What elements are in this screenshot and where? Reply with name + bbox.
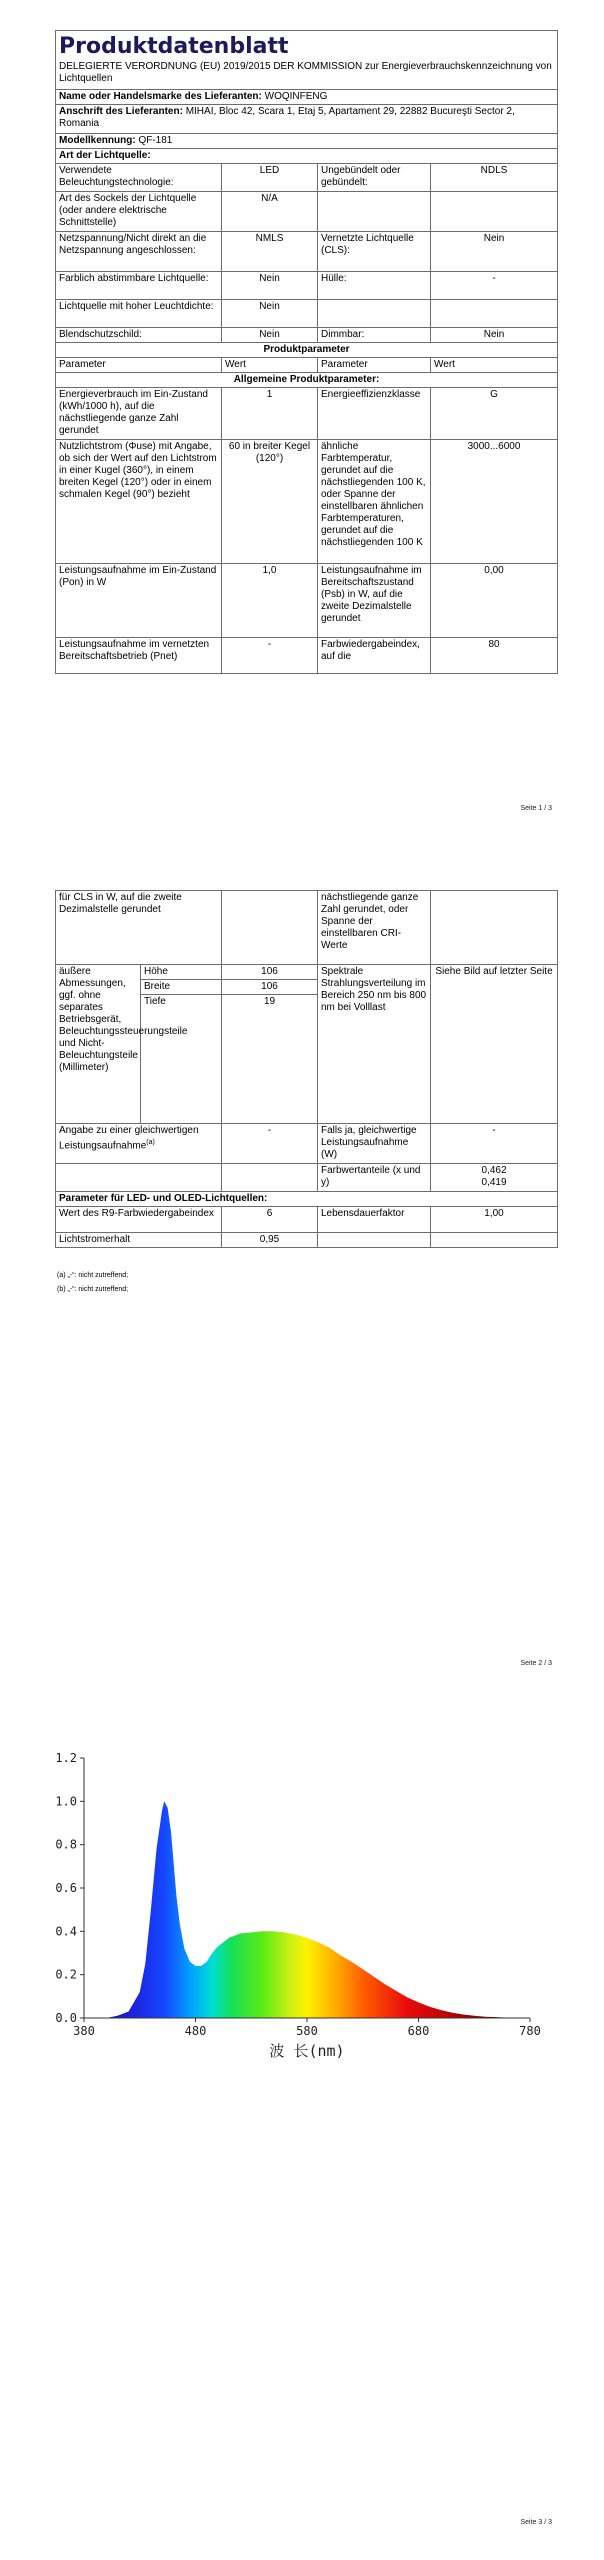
model-value: QF-181 bbox=[138, 135, 173, 146]
footnote-a: (a) „-“: nicht zutreffend; bbox=[57, 1272, 129, 1279]
row-label: Lichtquelle mit hoher Leuchtdichte: bbox=[56, 300, 222, 328]
row-value: 0,00 bbox=[431, 564, 558, 638]
r9-value: 6 bbox=[222, 1207, 318, 1233]
general-parameters-heading: Allgemeine Produktparameter: bbox=[56, 373, 558, 388]
x-tick-label: 680 bbox=[407, 2024, 430, 2038]
spectral-distribution-label: Spektrale Strahlungsverteilung im Bereich 250 nm bis 800 nm bei Volllast bbox=[318, 965, 431, 1124]
y-tick-label: 1.0 bbox=[55, 1794, 77, 1809]
dimension-value: 106 bbox=[222, 980, 318, 995]
row-label: Energieeffizienzklasse bbox=[318, 388, 431, 440]
supplier-address-label: Anschrift des Lieferanten: bbox=[59, 106, 183, 117]
row-label bbox=[318, 300, 431, 328]
row-value: Nein bbox=[222, 272, 318, 300]
row-value: - bbox=[222, 638, 318, 674]
dimension-name: Tiefe bbox=[141, 995, 222, 1124]
row-label: Blendschutzschild: bbox=[56, 328, 222, 343]
equivalent-wattage-label: Falls ja, gleichwertige Leistungsaufnahme (W) bbox=[318, 1124, 431, 1164]
x-axis-label: 波 长(nm) bbox=[269, 2042, 345, 2060]
x-tick-label: 580 bbox=[296, 2024, 318, 2038]
row-value: NDLS bbox=[431, 164, 558, 192]
y-tick-label: 0.2 bbox=[55, 1967, 77, 1982]
row-label: Hülle: bbox=[318, 272, 431, 300]
row-label: Ungebündelt oder gebündelt: bbox=[318, 164, 431, 192]
dimension-name: Höhe bbox=[141, 965, 222, 980]
x-tick-label: 380 bbox=[73, 2024, 95, 2038]
supplier-name: WOQINFENG bbox=[264, 91, 328, 102]
led-parameters-heading: Parameter für LED- und OLED-Lichtquellen: bbox=[56, 1192, 558, 1207]
row-label: nächstliegende ganze Zahl gerundet, oder Spanne der einstellbaren CRI-Werte bbox=[318, 891, 431, 965]
page-number: Seite 2 / 3 bbox=[520, 1660, 552, 1667]
x-tick-label: 480 bbox=[184, 2024, 207, 2038]
row-label: Energieverbrauch im Ein-Zustand (kWh/1000 h), auf die nächstliegende ganze Zahl gerundet bbox=[56, 388, 222, 440]
page-number: Seite 1 / 3 bbox=[520, 805, 552, 812]
spectrum-area bbox=[84, 1801, 530, 2018]
row-value: 60 in breiter Kegel (120°) bbox=[222, 440, 318, 564]
datasheet-table-page-1 bbox=[55, 30, 558, 674]
dimension-value: 106 bbox=[222, 965, 318, 980]
row-label: Leistungsaufnahme im Ein-Zustand (Pon) in W bbox=[56, 564, 222, 638]
equivalent-power-label: Angabe zu einer gleichwertigen Leistungsaufnahme$^{(a)}$ bbox=[56, 1124, 222, 1164]
supplier-name-row bbox=[56, 90, 558, 105]
column-header-value: Wert bbox=[431, 358, 558, 373]
row-label: Vernetzte Lichtquelle (CLS): bbox=[318, 232, 431, 272]
datasheet-table-page-2 bbox=[55, 890, 558, 1248]
spectral-distribution-value: Siehe Bild auf letzter Seite bbox=[431, 965, 558, 1124]
row-label: Leistungsaufnahme im Bereitschaftszustand (Psb) in W, auf die zweite Dezimalstelle gerundet bbox=[318, 564, 431, 638]
document-subtitle: DELEGIERTE VERORDNUNG (EU) 2019/2015 DER KOMMISSION zur Energieverbrauchskennzeichnung von Lichtquellen bbox=[59, 61, 552, 84]
dimensions-label: äußere Abmessungen, ggf. ohne separates Betriebsgerät, Beleuchtungssteuerungsteile und Nicht-Beleuchtungsteile (Millimeter) bbox=[56, 965, 141, 1124]
r9-label: Wert des R9-Farbwiedergabeindex bbox=[56, 1207, 222, 1233]
y-tick-label: 0.6 bbox=[55, 1881, 77, 1895]
row-value: Nein bbox=[222, 328, 318, 343]
y-tick-label: 0.8 bbox=[55, 1837, 77, 1852]
column-header-parameter: Parameter bbox=[56, 358, 222, 373]
row-value: 80 bbox=[431, 638, 558, 674]
footnote-ref: (a) bbox=[146, 1139, 155, 1146]
row-value: Nein bbox=[431, 328, 558, 343]
chromaticity-value: 0,462 0,419 bbox=[431, 1164, 558, 1192]
dimension-name: Breite bbox=[141, 980, 222, 995]
supplier-address: MIHAI, Bloc 42, Scara 1, Etaj 5, Apartament 29, 22882 Bucureşti Sector 2, Romania bbox=[59, 106, 515, 129]
equivalent-wattage-value: - bbox=[431, 1124, 558, 1164]
row-label: ähnliche Farbtemperatur, gerundet auf die nächstliegenden 100 K, oder Spanne der einstellbaren ähnlichen Farbtemperaturen, gerundet auf die nächstliegenden 100 K bbox=[318, 440, 431, 564]
model-row bbox=[56, 134, 558, 149]
row-label: für CLS in W, auf die zweite Dezimalstelle gerundet bbox=[56, 891, 222, 965]
y-tick-label: 0.0 bbox=[55, 2011, 77, 2025]
row-value: Nein bbox=[222, 300, 318, 328]
row-value: 3000...6000 bbox=[431, 440, 558, 564]
light-source-type-heading: Art der Lichtquelle: bbox=[56, 149, 558, 164]
supplier-name-label: Name oder Handelsmarke des Lieferanten: bbox=[59, 91, 262, 102]
survival-factor-label: Lebensdauerfaktor bbox=[318, 1207, 431, 1233]
y-tick-label: 0.4 bbox=[55, 1924, 77, 1939]
row-value: - bbox=[431, 272, 558, 300]
row-value: 1,0 bbox=[222, 564, 318, 638]
row-label: Verwendete Beleuchtungstechnologie: bbox=[56, 164, 222, 192]
row-value: Nein bbox=[431, 232, 558, 272]
row-value: LED bbox=[222, 164, 318, 192]
row-value: 1 bbox=[222, 388, 318, 440]
column-header-value: Wert bbox=[222, 358, 318, 373]
row-label: Farblich abstimmbare Lichtquelle: bbox=[56, 272, 222, 300]
dimension-value: 19 bbox=[222, 995, 318, 1124]
x-tick-label: 780 bbox=[519, 2024, 541, 2038]
row-label: Art des Sockels der Lichtquelle (oder andere elektrische Schnittstelle) bbox=[56, 192, 222, 232]
page-1 bbox=[0, 0, 604, 820]
row-value: NMLS bbox=[222, 232, 318, 272]
model-label: Modellkennung: bbox=[59, 135, 136, 146]
row-value: N/A bbox=[222, 192, 318, 232]
survival-factor-value: 1,00 bbox=[431, 1207, 558, 1233]
column-header-parameter: Parameter bbox=[318, 358, 431, 373]
document-title: Produktdatenblatt bbox=[59, 34, 289, 59]
row-label: Farbwiedergabeindex, auf die bbox=[318, 638, 431, 674]
lumen-maintenance-value: 0,95 bbox=[222, 1233, 318, 1248]
page-3 bbox=[0, 1740, 604, 2560]
page-2 bbox=[0, 888, 604, 1688]
lumen-maintenance-label: Lichtstromerhalt bbox=[56, 1233, 222, 1248]
row-label: Leistungsaufnahme im vernetzten Bereitschaftsbetrieb (Pnet) bbox=[56, 638, 222, 674]
row-label: Netzspannung/Nicht direkt an die Netzspannung angeschlossen: bbox=[56, 232, 222, 272]
spectral-distribution-chart bbox=[0, 1740, 604, 2160]
y-tick-label: 1.2 bbox=[55, 1751, 77, 1765]
row-value bbox=[431, 300, 558, 328]
row-label: Nutzlichtstrom (Φuse) mit Angabe, ob sich der Wert auf den Lichtstrom in einer Kugel (360°), in einem breiten Kegel (120°) oder in einem schmalen Kegel (90°) bezieht bbox=[56, 440, 222, 564]
product-parameters-heading: Produktparameter bbox=[56, 343, 558, 358]
row-value: G bbox=[431, 388, 558, 440]
supplier-address-row bbox=[56, 105, 558, 134]
page-number: Seite 3 / 3 bbox=[520, 2519, 552, 2526]
row-value bbox=[431, 192, 558, 232]
row-label: Dimmbar: bbox=[318, 328, 431, 343]
chromaticity-label: Farbwertanteile (x und y) bbox=[318, 1164, 431, 1192]
row-label bbox=[318, 192, 431, 232]
footnote-b: (b) „-“: nicht zutreffend; bbox=[57, 1286, 129, 1293]
equivalent-power-value: - bbox=[222, 1124, 318, 1164]
